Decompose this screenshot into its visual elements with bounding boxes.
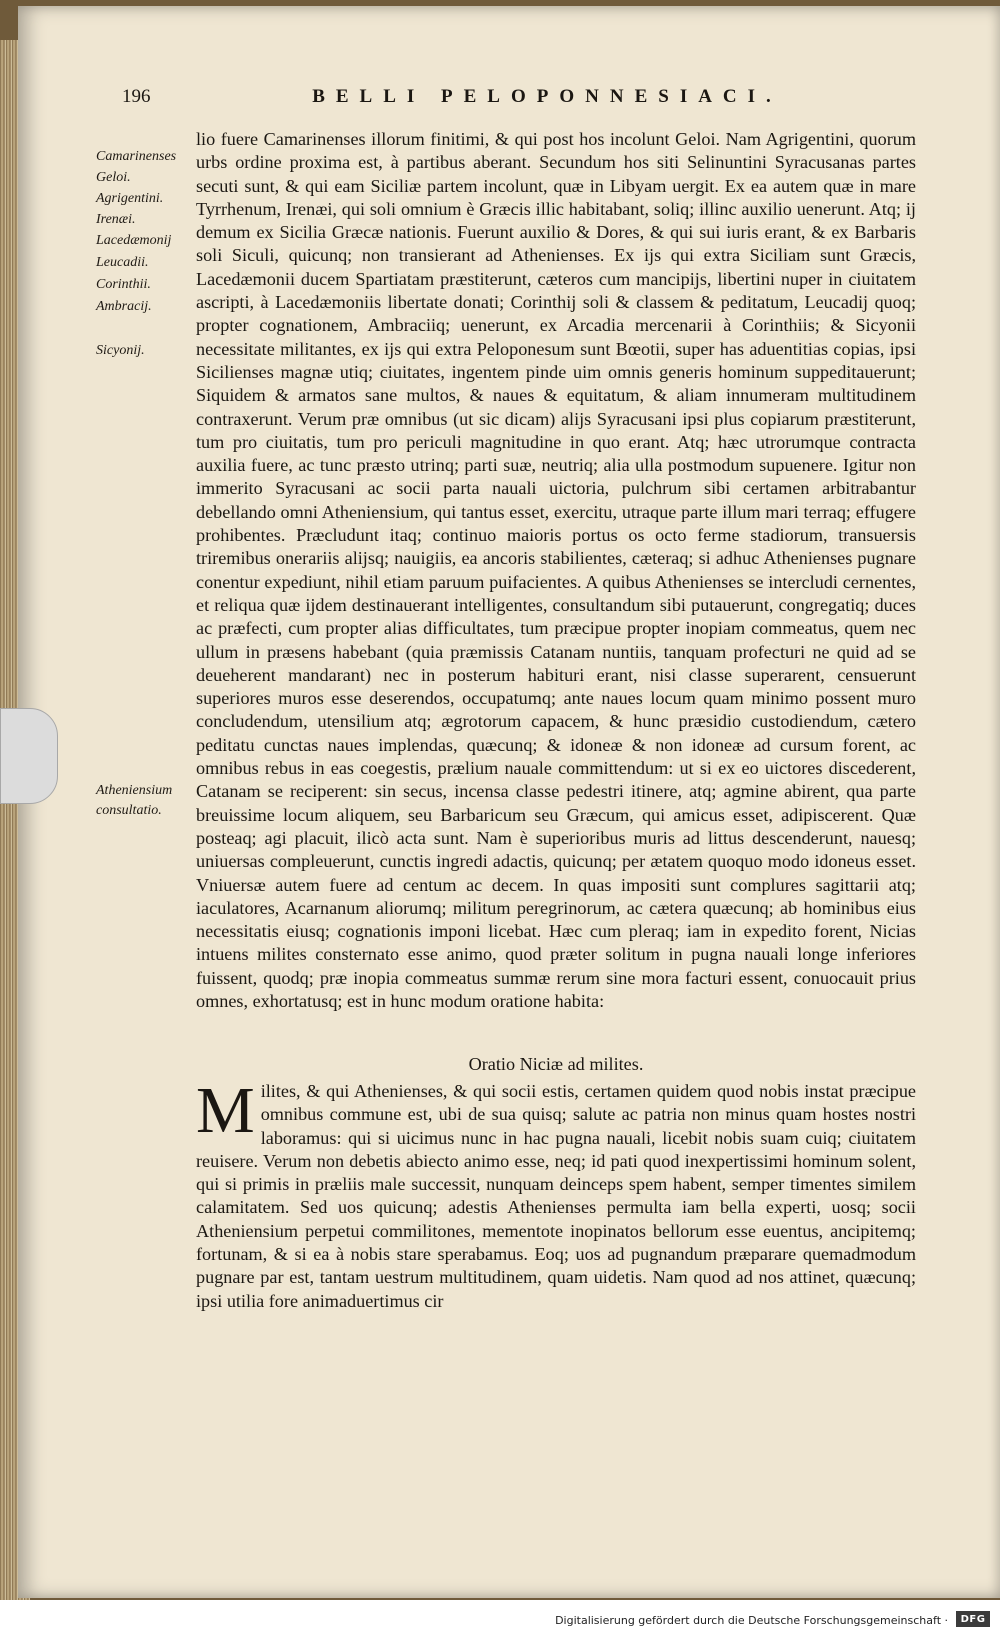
dfg-logo: DFG [956,1611,990,1627]
margin-note: consultatio. [96,803,162,818]
body-paragraph: lio fuere Camarinenses illorum finitimi, & qui post hos incolunt Geloi. Nam Agrigentini, quorum urbs ordine proxima est, à partibus aberant. Secundum hos siti Selinuntini Syracusanas partes secuti sunt, & qui eam Siciliæ partem incolunt, quæ in Libyam uergit. Ex ea autem quæ in mare Tyrrhenum, Irenæi, qui soli omnium è Græcis illic habitabant, soliq; illinc auxilio uenerunt. Atq; ij demum ex Sicilia Græcæ nationis. Fuerunt auxilio & Dores, & qui sui iuris erant, & ex Barbaris soli Siculi, quicunq; non transierant ad Athenienses. Ex ijs qui extra Siciliam sunt Græcis, Lacedæmonii ducem Spartiatam præstiterunt, cæteros cum mancipijs, libertini nuper in ciuitatem ascripti, à Lacedæmoniis libertate donati; Corinthij soli & classem & peditatum, Leucadij quoq; propter cognationem, Ambraciiq; uenerunt, ex Arcadia mercenarii à Corinthiis; & Sicyonii necessitate militantes, ex ijs qui extra Peloponesum sunt Bœotii, super has aduentitias copias, ipsi Sicilienses magnæ utiq; ciuitates, ingentem pinde uim omnis generis hominum suppeditauerunt; Siquidem & armatos sane multos, & naues & equitatum, & aliam innumeram multitudinem contraxerunt. Verum præ omnibus (ut sic dicam) alijs Syracusani ipsi plus copiarum præstiterunt, tum pro ciuitatis, tum pro periculi magnitudine in quo erant. Atq; hæc utrorumque contracta auxilia fuere, ac tunc præsto utrinq; parti suæ, neutriq; alia ulla postmodum supuenere. Igitur non immerito Syracusani ac socii parta nauali uictoria, pulchrum sibi certamen arbitrabantur debellando omni Atheniensium, qui tantus esset, exercitu, utraque parte illum mari terraq; effugere prohibentes. Præcludunt itaq; continuo maioris portus os octo ferme stadiorum, transuersis triremibus onerariis alijsq; nauigiis, ea ancoris stabilientes, cæteraq; si adhuc Athenienses pugnare conentur expediunt, nihil etiam paruum puifacientes. A quibus Athenienses se intercludi cernentes, et reliqua quæ ijdem destinauerant intelligentes, consultandum sibi putauerunt, congregatiq; duces ac præfecti, cum propter alias difficultates, tum præcipue propter inopiam commeatus, quem nec ullum in præsens habebant (quia præmissis Catanam nuntiis, tanquam profecturi ne quid ad se deueherent mandarant) nec in posterum habituri erant, nisi classe superarent, censuerunt superiores muros esse deserendos, occupatumq; ante naues locum quam minimo possent muro concludendum, utensilium atq; ægrotorum capacem, & hunc præsidio custodiendum, cætero peditatu cunctas naues implendas, quæcunq; & idoneæ & non idoneæ ad cursum forent, ac omnibus rebus in eas coegestis, prælium nauale committendum: ut si ex eo uictores discederent, Catanam se reciperent: sin secus, incensa classe pedestri itinere, atq; agmine abirent, qua parte breuissime locum aliquem, seu Barbaricum seu Græcum, qui amicus esset, adipiscerent. Quæ posteaq; agi placuit, ilicò acta sunt. Nam è superioribus muris ad littus descenderunt, nauesq; uniuersas compleuerunt, cunctis ingredi adactis, quicunq; per ætatem quoquo modo idoneus esset. Vniuersæ autem fuere ad centum ac decem. In quas impositi sunt complures sagittarii atq; iaculatores, Acarnanum aliorumq; militum peregrinorum, ac cætera quæcunq; ab hominibus eius necessitatis eiusq; cognationis imponi licebat. Hæc cum pleraq; iam in expedito forent, Nicias intuens milites consternato esse animo, quod præter solitum in pugna nauali longe inferiores fuissent, quodq; præ inopia commeatus summæ rerum sine mora facturi essent, conuocauit prius omnes, exhortatusq; est in hunc modum oratione habita: [196,129,916,1011]
running-title: BELLI PELOPONNESIACI. [312,86,782,107]
drop-cap: M [196,1074,255,1147]
page-number: 196 [122,86,151,107]
oration-title: Oratio Niciæ ad milites. [468,1054,644,1074]
running-head [122,82,912,112]
margin-note: Camarinenses [96,149,177,164]
margin-note: Corinthii. [96,277,151,292]
oration-paragraph [196,1074,916,1313]
margin-note: Atheniensium [96,783,173,798]
oration-text [196,1074,916,1320]
margin-note: Lacedæmonij [96,233,172,248]
margin-note: Agrigentini. [96,191,164,206]
margin-note: Irenæi. [96,212,136,227]
margin-note: Sicyonij. [96,343,145,358]
funding-notice: Digitalisierung gefördert durch die Deutsche Forschungsgemeinschaft · [555,1614,948,1627]
margin-notes [96,148,200,848]
margin-note: Geloi. [96,170,131,185]
margin-note: Ambracij. [96,299,152,314]
page-clip [0,708,58,804]
oration-body: ilites, & qui Athenienses, & qui socii estis, certamen quidem quod nobis instat præcipue omnibus commune est, ubi de sua quisq; salute ac patria non minus quam hostes nostri laboramus: qui si uicimus nunc in hac pugna nauali, licebit nobis suam cuiq; ciuitatem reuisere. Verum non debetis abiecto animo esse, neq; id pati quod inexpertissimi hominum solent, qui si primis in præliis male successit, nunquam deinceps spem habent, semper timentes similem calamitatem. Sed uos quicunq; adestis Athenienses permulta iam bella experti, uosq; socii Atheniensium perpetui commilitones, mementote inopinatos bellorum esse euentus, ancipitemq; fortunam, & si ea à nobis stare sperabamus. Eoq; uos ad pugnandum præparare quemadmodum pugnare par est, tantam uestrum multitudinem, quam uidetis. Nam quod ad nos attinet, quæcunq; ipsi utilia fore animaduertimus cir [196,1081,916,1311]
margin-note: Leucadii. [96,255,149,270]
